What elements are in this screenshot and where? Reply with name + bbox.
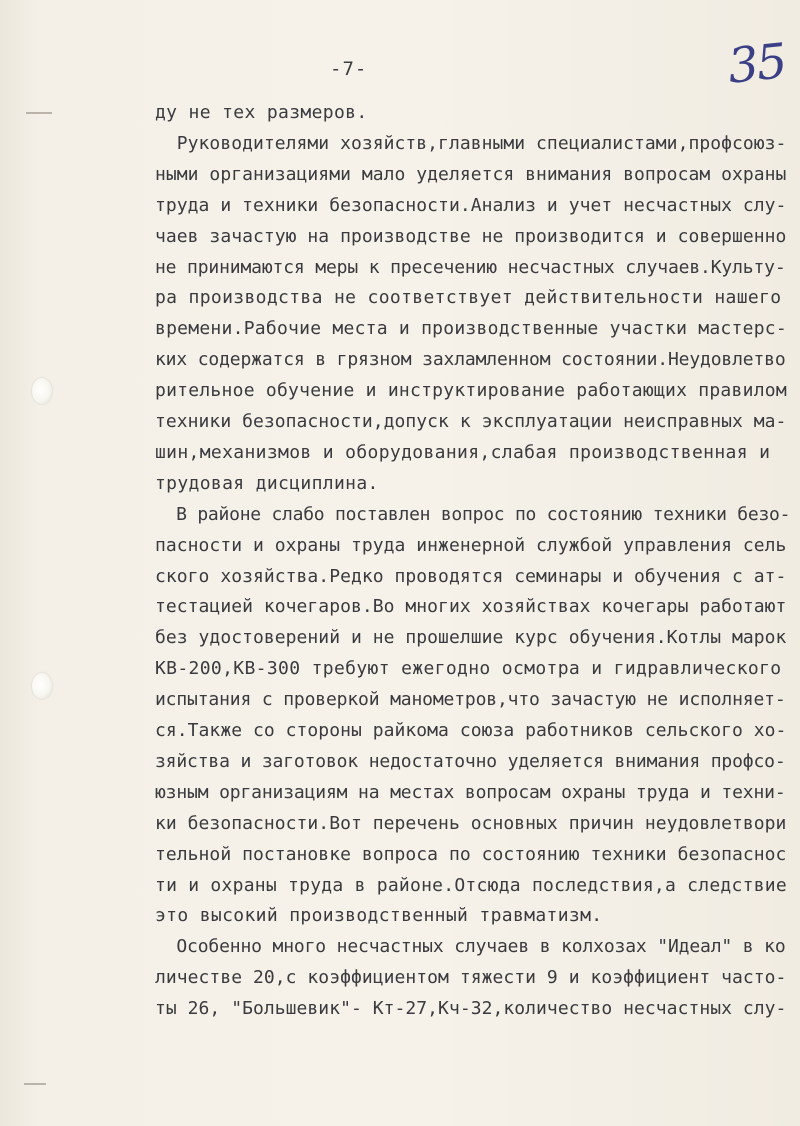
handwritten-folio-number: 35	[725, 33, 788, 95]
text-line: трудовая дисциплина.	[155, 472, 379, 494]
text-line: шин,механизмов и оборудования,слабая производственная и	[155, 441, 771, 463]
binder-hole	[32, 673, 52, 699]
punch-mark	[24, 1083, 46, 1085]
text-line: это высокий производственный травматизм.	[155, 905, 603, 927]
text-line: техники безопасности,допуск к эксплуатации неисправных ма-	[155, 411, 787, 432]
text-line: Особенно много несчастных случаев в колхозах "Идеал" в ко	[155, 936, 786, 958]
text-line: ти и охраны труда в районе.Отсюда последствия,а следствие	[155, 874, 787, 896]
text-line: В районе слабо поставлен вопрос по состоянию техники безо-	[155, 503, 791, 525]
text-line: ты 26, "Большевик"- Кт-27,Кч-32,количество несчастных слу-	[155, 998, 787, 1020]
text-line: тестацией кочегаров.Во многих хозяйствах кочегары работают	[155, 596, 787, 618]
text-line: Руководителями хозяйств,главными специалистами,профсоюз-	[155, 132, 787, 154]
text-line: испытания с проверкой манометров,что зачастую не исполняет-	[155, 689, 786, 711]
text-line: КВ-200,КВ-300 требуют ежегодно осмотра и гидравлического	[155, 658, 782, 680]
text-line: рительное обучение и инструктирование работающих правилом	[155, 380, 787, 402]
text-line: не принимаются меры к пресечению несчастных случаев.Культу-	[155, 256, 786, 278]
text-line: ра производства не соответствует действительности нашего	[155, 287, 782, 309]
text-line: чаев зачастую на производстве не производится и совершенно	[155, 225, 787, 247]
text-line: ки безопасности.Вот перечень основных причин неудовлетвори	[155, 812, 787, 834]
text-line: тельной постановке вопроса по состоянию техники безопаснос	[155, 843, 787, 865]
text-line: ких содержатся в грязном захламленном состоянии.Неудовлетво	[155, 349, 786, 371]
text-line: времени.Рабочие места и производственные участки мастерс-	[155, 318, 787, 340]
text-line: ского хозяйства.Редко проводятся семинары и обучения с ат-	[155, 565, 787, 587]
binder-hole	[32, 378, 52, 404]
text-line: зяйства и заготовок недостаточно уделяется внимания профсо-	[155, 750, 786, 772]
text-line: ся.Также со стороны райкома союза работников сельского хо-	[155, 720, 787, 741]
text-line: юзным организациям на местах вопросам охраны труда и техни-	[155, 781, 786, 803]
text-line: личестве 20,с коэффициентом тяжести 9 и коэффициент часто-	[155, 967, 787, 989]
text-line: пасности и охраны труда инженерной службой управления сель	[155, 534, 787, 556]
text-line: без удостоверений и не прошелшие курс обучения.Котлы марок	[155, 627, 787, 649]
text-line: труда и техники безопасности.Анализ и учет несчастных слу-	[155, 194, 787, 216]
page-number: -7-	[330, 58, 368, 80]
text-line: ду не тех размеров.	[155, 102, 368, 123]
punch-mark	[26, 112, 52, 114]
text-line: ными организациями мало уделяется внимания вопросам охраны	[155, 163, 787, 185]
